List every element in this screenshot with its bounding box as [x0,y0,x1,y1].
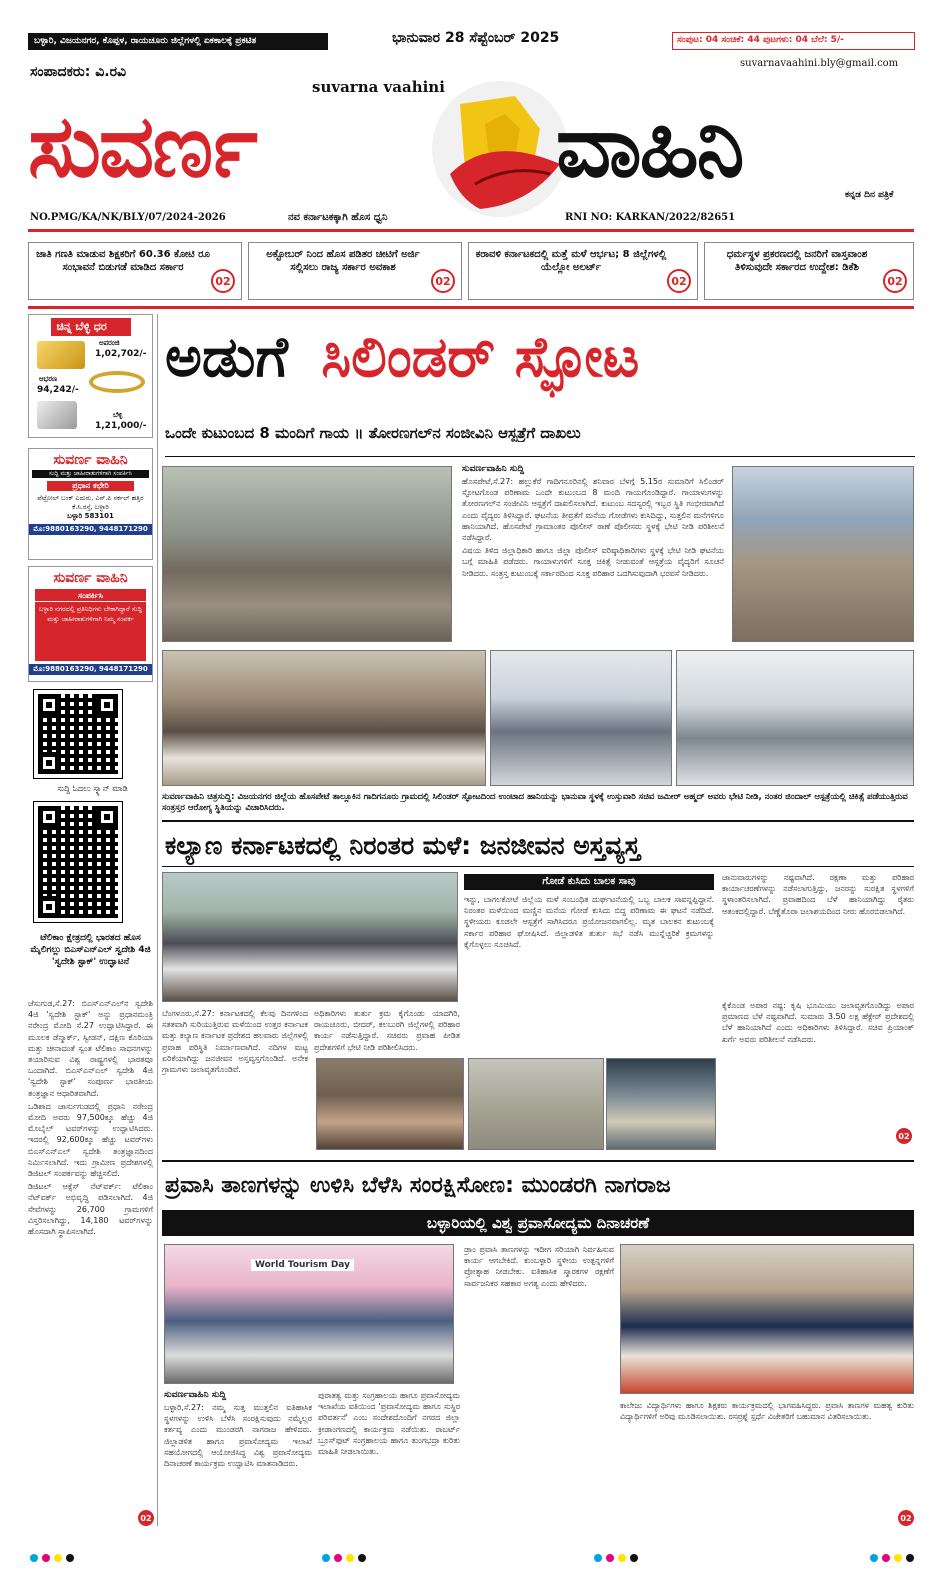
damaged-house-photo [732,466,914,642]
bsnl-paragraph: ಜೆಸುಗುಡ,ಸೆ.27: ಬಿಎಸ್‌ಎನ್‌ಎಲ್‌ನ ಸ್ವದೇಶಿ 4ಜಿ 'ಸ್ವದೇಶಿ ಸ್ಟಾಕ್' ಅನ್ನು ಪ್ರಧಾನಮಂತ್ರಿ ನರೇಂದ್ರ ಮೋದಿ ಸೆ.27 ಉದ್ಘಾಟಿಸಿದ್ದಾರೆ. ಈ ಮೂಲಕ ಡೆನ್ಮಾರ್ಕ್, ಸ್ವೀಡನ್, ದಕ್ಷಿಣ ಕೊರಿಯಾ ಮತ್ತು ಚೀನಾದಂತೆ ಸ್ವಂತ ಟೆಲಿಕಾಂ ಸಾಧನಗಳನ್ನು ತಯಾರಿಸುವ ವಿಶ್ವ ರಾಷ್ಟ್ರಗಳಲ್ಲಿ ಭಾರತವೂ ಒಂದಾಗಿದೆ. ಬಿಎಸ್‌ಎನ್‌ಎಲ್ ಸ್ವದೇಶಿ 4ಜಿ 'ಸ್ವದೇಶಿ ಸ್ಟಾಕ್' ಸಂಪೂರ್ಣ ಭಾರತೀಯ ತಂತ್ರಜ್ಞಾನ ಆಧಾರಿತವಾಗಿದೆ. [28,999,153,1098]
lead-subheadline: ಒಂದೇ ಕುಟುಂಬದ 8 ಮಂದಿಗೆ ಗಾಯ ॥ ತೋರಣಗಲ್‌ನ ಸಂಜೀವಿನಿ ಆಸ್ಪತ್ರೆಗೆ ದಾಖಲು [165,424,581,442]
rain-paragraph: ಇನ್ನು, ಬಾಗಲಕೋಟೆ ಜಿಲ್ಲೆಯ ಮಳೆ ಸಂಬಂಧಿತ ದುರ್ಘಟನೆಯಲ್ಲಿ ಒಬ್ಬ ಬಾಲಕ ಸಾವನ್ನಪ್ಪಿದ್ದಾನೆ. ನಿರಂತರ ಮಳೆಯಿಂದ ಮಣ್ಣಿನ ಮನೆಯ ಗೋಡೆ ಕುಸಿದು ಬಿದ್ದ ಪರಿಣಾಮ ಈ ಘಟನೆ ನಡೆದಿದೆ. ಸ್ಥಳೀಯರು ಕೂಡಲೇ ಆಸ್ಪತ್ರೆಗೆ ಸಾಗಿಸಿದರೂ ಪ್ರಯೋಜನವಾಗಲಿಲ್ಲ. ಮೃತ ಬಾಲಕನ ಕುಟುಂಬಕ್ಕೆ ಸರ್ಕಾರ ಪರಿಹಾರ ಘೋಷಿಸಿದೆ. ಜಿಲ್ಲಾಡಳಿತ ತುರ್ತು ಸಭೆ ನಡೆಸಿ ಮುನ್ನೆಚ್ಚರಿಕೆ ಕ್ರಮಗಳನ್ನು ಕೈಗೊಳ್ಳಲು ಸೂಚಿಸಿದೆ. [464,895,714,949]
rain-body-2 [314,1008,460,1060]
email: suvarnavaahini.bly@gmail.com [740,58,899,69]
tourism-body-2 [318,1390,460,1522]
brief-page-number: 02 [211,269,235,293]
bsnl-article-body [28,998,153,1508]
office-address: ಪೆಟ್ರೋಲ್ ಬಂಕ್ ಎದುರು, ಎಸ್.ಪಿ ಸರ್ಕಲ್ ಹತ್ತಿರ ಕೆ.ಸಿ.ರಸ್ತೆ, ಬಳ್ಳಾರಿ [37,494,144,511]
bsnl-paragraph: ಒಡಿಶಾದ ಜಾರ್ಸುಗುಡದಲ್ಲಿ ಪ್ರಧಾನಿ ನರೇಂದ್ರ ಮೋದಿ ಅವರು 97,500ಕ್ಕೂ ಹೆಚ್ಚು 4ಜಿ ಮೊಬೈಲ್ ಟವರ್‌ಗಳನ್ನು ಉದ್ಘಾಟಿಸಿದರು. ಇದರಲ್ಲಿ 92,600ಕ್ಕೂ ಹೆಚ್ಚು ಟವರ್‌ಗಳು ಬಿಎಸ್‌ಎನ್‌ಎಲ್ ಸ್ವದೇಶಿ ತಂತ್ರಜ್ಞಾನದಿಂದ ನಿರ್ಮಿಸಲಾಗಿದೆ. ಇದು ಗ್ರಾಮೀಣ ಪ್ರದೇಶಗಳಲ್ಲಿ ಡಿಜಿಟಲ್ ಸಂಪರ್ಕವನ್ನು ಹೆಚ್ಚಿಸಲಿದೆ. [28,1101,153,1179]
postal-reg-no: NO.PMG/KA/NK/BLY/07/2024-2026 [30,212,226,223]
silver-label: ಬೆಳ್ಳಿ [113,411,123,419]
office-title: ಪ್ರಧಾನ ಕಛೇರಿ [47,481,134,491]
bsnl-headline: ಟೆಲಿಕಾಂ ಕ್ಷೇತ್ರದಲ್ಲಿ ಭಾರತದ ಹೊಸ ಮೈಲಿಗಲ್ಲು ಬಿಎಸ್‌ಎನ್‌ಎಲ್ ಸ್ವದೇಶಿ 4ಜಿ 'ಸ್ವದೇಶಿ ಸ್ಟಾಕ್' ಉದ್ಘಾಟನೆ [30,933,151,967]
gold-ring-image [89,371,145,393]
qr-code-1[interactable] [34,690,122,778]
rain-subheadline: ಗೋಡೆ ಕುಸಿದು ಬಾಲಕ ಸಾವು [464,874,714,890]
silver-bar-image [37,401,77,429]
rain-body-3 [464,894,714,1054]
contact-box-text: ಬಳ್ಳಾರಿ ನಗರದಲ್ಲಿ ಪ್ರತಿನಿಧಿಗಳು ಬೇಕಾಗಿದ್ದಾರೆ ಸುದ್ದಿ ಮತ್ತು ಜಾಹೀರಾತುಗಳಿಗಾಗಿ ನಿಮ್ಮ ಸಂಪರ್ಕ [38,605,143,623]
edition-line: ಬಳ್ಳಾರಿ, ವಿಜಯನಗರ, ಕೊಪ್ಪಳ, ರಾಯಚೂರು ಜಿಲ್ಲೆಗಳಲ್ಲಿ ಏಕಕಾಲಕ್ಕೆ ಪ್ರಕಟಿತ [28,33,328,50]
qr-code-2[interactable] [34,802,122,922]
rain-paragraph: ಜಾನುವಾರುಗಳನ್ನು ನಷ್ಟವಾಗಿದೆ. ರಕ್ಷಣಾ ಮತ್ತು ಪರಿಹಾರ ಕಾರ್ಯಾಚರಣೆಗಳನ್ನು ನಡೆಸಲಾಗುತ್ತಿದ್ದು, ಜನರನ್ನು ಸುರಕ್ಷಿತ ಸ್ಥಳಗಳಿಗೆ ಸ್ಥಳಾಂತರಿಸಲಾಗಿದೆ. ಪ್ರವಾಹದಿಂದ ಬೆಳೆ ಹಾನಿಯಾಗಿದ್ದು ರೈತರು ಆತಂಕದಲ್ಲಿದ್ದಾರೆ. ಬೆಣ್ಣೆತೊರಾ ಜಲಾಶಯದಿಂದ ನೀರು ಹೊರಬಿಡಲಾಗಿದೆ. [722,873,914,916]
tourism-body-3 [464,1244,614,1522]
editor-name: ಸಂಪಾದಕರು: ವಿ.ರವಿ [30,64,127,80]
office-pin: ಬಳ್ಳಾರಿ 583101 [67,512,114,520]
bsnl-paragraph: ಡಿಜಿಟಲ್ ಆಕ್ಸೆಸ್ ನೆಟ್‌ವರ್ಕ್: ಟೆಲಿಕಾಂ ನೆಟ್‌ವರ್ಕ್ ಅಭಿವೃದ್ಧಿ ಪಡಿಸಲಾಗಿದೆ. 4ಜಿ ಸೇವೆಗಳನ್ನು 26,700 ಗ್ರಾಮಗಳಿಗೆ ವಿಸ್ತರಿಸಲಾಗಿದ್ದು, 14,180 ಟವರ್‌ಗಳನ್ನು ಹೊಸದಾಗಿ ಸ್ಥಾಪಿಸಲಾಗಿದೆ. [28,1182,153,1237]
brief-item[interactable] [704,242,914,300]
lead-paragraph: ಹೊಸಪೇಟೆ,ಸೆ.27: ಹಲ್ಲುಕೆರೆ ಗಾದಿಗನೂರಿನಲ್ಲಿ ಶನಿವಾರ ಬೆಳಗ್ಗೆ 5.15ರ ಸುಮಾರಿಗೆ ಸಿಲಿಂಡರ್ ಸ್ಫೋಟಗೊಂಡ ಪರಿಣಾಮ ಒಂದೇ ಕುಟುಂಬದ 8 ಮಂದಿ ಗಾಯಗೊಂಡಿದ್ದಾರೆ. ಗಾಯಾಳುಗಳನ್ನು ತೋರಣಗಲ್‌ನ ಸಂಜೀವಿನಿ ಆಸ್ಪತ್ರೆಗೆ ದಾಖಲಿಸಲಾಗಿದೆ. ಕುಟುಂಬ ಸದಸ್ಯರಲ್ಲಿ ಇಬ್ಬರ ಸ್ಥಿತಿ ಗಂಭೀರವಾಗಿದೆ ಎಂದು ವೈದ್ಯರು ತಿಳಿಸಿದ್ದಾರೆ. ಘಟನೆಯ ತೀವ್ರತೆಗೆ ಮನೆಯ ಗೋಡೆಗಳು ಕುಸಿದಿದ್ದು, ಸುತ್ತಲಿನ ಮನೆಗಳಿಗೂ ಹಾನಿಯಾಗಿದೆ. ಹೊಸಪೇಟೆ ಗ್ರಾಮಾಂತರ ಪೊಲೀಸ್ ಠಾಣೆ ಪೊಲೀಸರು ಸ್ಥಳಕ್ಕೆ ಭೇಟಿ ನೀಡಿ ಪರಿಶೀಲನೆ ನಡೆಸಿದ್ದಾರೆ. [462,477,724,543]
tourism-body-1 [164,1402,312,1522]
issue-date: ಭಾನುವಾರ 28 ಸೆಪ್ಟೆಂಬರ್ 2025 [392,30,560,46]
gold-price-1: 1,02,702/- [95,349,147,359]
students-audience-photo [620,1244,914,1394]
qr-caption: ಸುದ್ದಿ ಓದಲು ಸ್ಕ್ಯಾನ್ ಮಾಡಿ [57,784,128,793]
rain-body-1 [162,1008,308,1092]
continued-page-marker: 02 [896,1128,912,1144]
lead-source: ಸುವರ್ಣವಾಹಿನಿ ಸುದ್ದಿ [462,464,525,474]
tourism-paragraph: ಕಾಲೇಜು ವಿದ್ಯಾರ್ಥಿಗಳು ಹಾಗೂ ಶಿಕ್ಷಕರು ಕಾರ್ಯಕ್ರಮದಲ್ಲಿ ಭಾಗವಹಿಸಿದ್ದರು. ಪ್ರವಾಸಿ ತಾಣಗಳ ಮಹತ್ವ ಕುರಿತು ವಿದ್ಯಾರ್ಥಿಗಳಿಗೆ ಅರಿವು ಮೂಡಿಸಲಾಯಿತು. ರಸಪ್ರಶ್ನೆ ಸ್ಪರ್ಧೆ ವಿಜೇತರಿಗೆ ಬಹುಮಾನ ವಿತರಿಸಲಾಯಿತು. [620,1401,914,1422]
reporter-ad-box [28,566,153,682]
rain-body-4 [722,872,914,996]
rain-headline [165,826,915,866]
tourism-paragraph: ಡ್ರಾಂ ಪ್ರವಾಸಿ ತಾಣಗಳನ್ನು ಇದೀಗ ಸರಿಯಾಗಿ ನಿರ್ವಹಿಸುವ ಕಾರ್ಯ ಆಗಬೇಕಿದೆ. ಕುಂಬಳ್ಳಾರಿ ಸ್ಥಳೀಯ ಉತ್ಪನ್ನಗಳಿಗೆ ಪ್ರೋತ್ಸಾಹ ನೀಡಬೇಕು. ಐತಿಹಾಸಿಕ ಸ್ಮಾರಕಗಳ ರಕ್ಷಣೆಗೆ ಸಾರ್ವಜನಿಕರ ಸಹಕಾರ ಅಗತ್ಯ ಎಂದು ಹೇಳಿದರು. [464,1245,614,1288]
hospital-photo-1 [490,650,672,786]
brief-text: ಧರ್ಮಸ್ಥಳ ಪ್ರಕರಣದಲ್ಲಿ ಜನರಿಗೆ ವಾಸ್ತವಾಂಶ ತಿಳಿಸುವುದೇ ಸರ್ಕಾರದ ಉದ್ದೇಶ: ಡಿಕೆಶಿ [726,249,868,273]
english-masthead-name: suvarna vaahini [312,78,445,96]
office-ad-box [28,448,153,560]
lead-paragraph: ವಿಷಯ ತಿಳಿದ ಜಿಲ್ಲಾಧಿಕಾರಿ ಹಾಗೂ ಜಿಲ್ಲಾ ಪೊಲೀಸ್ ವರಿಷ್ಠಾಧಿಕಾರಿಗಳು ಸ್ಥಳಕ್ಕೆ ಭೇಟಿ ನೀಡಿ ಘಟನೆಯ ಬಗ್ಗೆ ಮಾಹಿತಿ ಪಡೆದರು. ಗಾಯಾಳುಗಳಿಗೆ ಸೂಕ್ತ ಚಿಕಿತ್ಸೆ ನೀಡುವಂತೆ ಆಸ್ಪತ್ರೆಯ ವೈದ್ಯರಿಗೆ ಸೂಚನೆ ನೀಡಿದರು. ಸಂತ್ರಸ್ತ ಕುಟುಂಬಕ್ಕೆ ಸರ್ಕಾರದಿಂದ ಸೂಕ್ತ ಪರಿಹಾರ ಒದಗಿಸುವುದಾಗಿ ಭರವಸೆ ನೀಡಿದರು. [462,546,724,578]
silver-price: 1,21,000/- [95,421,147,431]
brief-page-number: 02 [667,269,691,293]
event-banner-text: World Tourism Day [251,1259,354,1271]
brief-page-number: 02 [431,269,455,293]
gold-box-title: ಚಿನ್ನ ಬೆಳ್ಳಿ ಧರ [51,318,131,336]
crowd-photo [316,1058,464,1150]
rain-paragraph: ಕೈಕೊಂಡ ಅಪಾರ ನಷ್ಟ: ಕೃಷಿ ಭೂಮಿಯು ಜಲಾವೃತಗೊಂಡಿದ್ದು ಅಪಾರ ಪ್ರಮಾಣದ ಬೆಳೆ ನಷ್ಟವಾಗಿದೆ. ಸುಮಾರು 3.50 ಲಕ್ಷ ಹೆಕ್ಟೇರ್ ಪ್ರದೇಶದಲ್ಲಿ ಬೆಳೆ ಹಾನಿಯಾಗಿದೆ ಎಂದು ಅಧಿಕಾರಿಗಳು ತಿಳಿಸಿದ್ದಾರೆ. ಸಚಿವ ಪ್ರಿಯಾಂಕ್ ಖರ್ಗೆ ಅವರು ಪರಿಶೀಲನೆ ನಡೆಸಿದರು. [722,1001,914,1044]
tourism-banner: ಬಳ್ಳಾರಿಯಲ್ಲಿ ವಿಶ್ವ ಪ್ರವಾಸೋದ್ಯಮ ದಿನಾಚರಣೆ [162,1210,914,1236]
gold-label-1: ಅಪರಂಜಿ [99,339,120,347]
rain-paragraph: ಅಧಿಕಾರಿಗಳು ತುರ್ತು ಕ್ರಮ ಕೈಗೊಂಡು ಯಾದಗಿರಿ, ರಾಯಚೂರು, ಬೀದರ್, ಕಲಬುರಗಿ ಜಿಲ್ಲೆಗಳಲ್ಲಿ ಪರಿಹಾರ ಕಾರ್ಯ ನಡೆಸುತ್ತಿದ್ದಾರೆ. ಸಚಿವರು ಪ್ರವಾಹ ಪೀಡಿತ ಪ್ರದೇಶಗಳಿಗೆ ಭೇಟಿ ನೀಡಿ ಪರಿಶೀಲಿಸಿದರು. [314,1009,460,1052]
tourism-paragraph: ಪುರಾತತ್ವ ಮತ್ತು ಸಂಗ್ರಹಾಲಯ ಹಾಗೂ ಪ್ರವಾಸೋದ್ಯಮ ಇಲಾಖೆಯ ವತಿಯಿಂದ 'ಪ್ರವಾಸೋದ್ಯಮ ಹಾಗೂ ಸುಸ್ಥಿರ ಪರಿವರ್ತನೆ' ಎಂಬ ಸಂದೇಶದೊಂದಿಗೆ ನಗರದ ಜಿಲ್ಲಾ ಕ್ರೀಡಾಂಗಣದಲ್ಲಿ ಕಾರ್ಯಕ್ರಮ ನಡೆಯಿತು. ರಾಬರ್ಟ್ ಬ್ರೂಸ್‌ಫುಟ್ ಸಂಗ್ರಹಾಲಯ ಹಾಗೂ ತುಂಗಭದ್ರಾ ಕುರಿತು ಮಾಹಿತಿ ನೀಡಲಾಯಿತು. [318,1391,460,1457]
brief-page-number: 02 [883,269,907,293]
brief-text: ಕರಾವಳಿ ಕರ್ನಾಟಕದಲ್ಲಿ ಮತ್ತೆ ಮಳೆ ಆರ್ಭಟ; 8 ಜಿಲ್ಲೆಗಳಲ್ಲಿ ಯೆಲ್ಲೋ ಅಲರ್ಟ್ [475,249,667,273]
tourism-paragraph: ಬಳ್ಳಾರಿ,ಸೆ.27: ನಮ್ಮ ಸುತ್ತ ಮುತ್ತಲಿನ ಐತಿಹಾಸಿಕ ಸ್ಥಳಗಳನ್ನು ಉಳಿಸಿ ಬೆಳೆಸಿ ಸಂರಕ್ಷಿಸುವುದು ನಮ್ಮೆಲ್ಲರ ಕರ್ತವ್ಯ ಎಂದು ಮುಂಡರಗಿ ನಾಗರಾಜ ಹೇಳಿದರು. ಜಿಲ್ಲಾಡಳಿತ ಹಾಗೂ ಪ್ರವಾಸೋದ್ಯಮ ಇಲಾಖೆ ಸಹಯೋಗದಲ್ಲಿ ಆಯೋಜಿಸಿದ್ದ ವಿಶ್ವ ಪ್ರವಾಸೋದ್ಯಮ ದಿನಾಚರಣೆ ಕಾರ್ಯಕ್ರಮ ಉದ್ಘಾಟಿಸಿ ಮಾತನಾಡಿದರು. [164,1403,312,1469]
ad-brand: ಸುವರ್ಣ ವಾಹಿನಿ [53,452,128,468]
issue-info: ಸಂಪುಟ: 04 ಸಂಚಿಕೆ: 44 ಪುಟಗಳು: 04 ಬೆಲೆ: 5/- [672,32,915,50]
ad-brand: ಸುವರ್ಣ ವಾಹಿನಿ [53,570,128,586]
brief-text: ಅಕ್ಟೋಬರ್ ನಿಂದ ಹೊಸ ಪಡಿತರ ಚೀಟಿಗೆ ಅರ್ಜಿ ಸಲ್ಲಿಸಲು ರಾಜ್ಯ ಸರ್ಕಾರ ಅವಕಾಶ [266,249,420,273]
ad-subtitle: ಸುದ್ದಿ ಮತ್ತು ಜಾಹೀರಾತುಗಳಿಗಾಗಿ ಸಂಪರ್ಕಿಸಿ [32,470,149,478]
rain-body-5 [722,1000,914,1148]
brief-text: ಜಾತಿ ಗಣತಿ ಮಾಡುವ ಶಿಕ್ಷಕರಿಗೆ 60.36 ಕೋಟಿ ರೂ ಸಂಭಾವನೆ ಬಿಡುಗಡೆ ಮಾಡಿದ ಸರ್ಕಾರ [36,249,210,273]
tourism-day-event-photo [164,1244,454,1384]
minister-visit-photo [162,650,486,786]
contact-phone: ಮೊ:9880163290, 9448171290 [29,664,152,675]
lead-photo-caption: ಸುವರ್ಣವಾಹಿನಿ ಚಿತ್ರಸುದ್ದಿ: ವಿಜಯನಗರ ಜಿಲ್ಲೆಯ ಹೊಸಪೇಟೆ ತಾಲ್ಲೂಕಿನ ಗಾದಿಗನೂರು ಗ್ರಾಮದಲ್ಲಿ ಸಿಲಿಂಡರ್ ಸ್ಫೋಟದಿಂದ ಉಂಟಾದ ಹಾನಿಯನ್ನು ಭಾನುವಾ ಸ್ಥಳಕ್ಕೆ ಉಸ್ತುವಾರಿ ಸಚಿವ ಜಮೀರ್ ಅಹ್ಮದ್ ಅವರು ಭೇಟಿ ನೀಡಿ, ನಂತರ ಜಿಂದಾಲ್ ಆಸ್ಪತ್ರೆಯಲ್ಲಿ ಚಿಕಿತ್ಸೆ ಪಡೆಯುತ್ತಿರುವ ಸಂತ್ರಸ್ತರ ಆರೋಗ್ಯ ಸ್ಥಿತಿಯನ್ನು ವಿಚಾರಿಸಿದರು. [162,792,908,813]
continued-page-marker: 02 [138,1510,154,1526]
lead-headline [165,318,639,398]
officials-photo [606,1058,716,1150]
lead-body [462,476,724,644]
hospital-photo-2 [676,650,914,786]
collapsed-house-photo [162,466,452,642]
rain-paragraph: ಬೆಂಗಳೂರು,ಸೆ.27: ಕರ್ನಾಟಕದಲ್ಲಿ ಕೆಲವು ದಿನಗಳಿಂದ ಸತತವಾಗಿ ಸುರಿಯುತ್ತಿರುವ ಮಳೆಯಿಂದ ಉತ್ತರ ಕರ್ನಾಟಕ ಮತ್ತು ಕಲ್ಯಾಣ ಕರ್ನಾಟಕ ಪ್ರದೇಶದ ಹಲವಾರು ಜಿಲ್ಲೆಗಳಲ್ಲಿ ಪ್ರವಾಹ ಪರಿಸ್ಥಿತಿ ನಿರ್ಮಾಣವಾಗಿದೆ. ನದಿಗಳ ಮಟ್ಟ ಏರಿಕೆಯಾಗಿದ್ದು ಜನಜೀವನ ಅಸ್ತವ್ಯಸ್ತಗೊಂಡಿದೆ. ಅನೇಕ ಗ್ರಾಮಗಳು ಜಲಾವೃತಗೊಂಡಿವೆ. [162,1009,308,1075]
brief-item[interactable] [468,242,698,300]
gold-price-2: 94,242/- [37,385,79,395]
gold-bar-image [37,341,85,369]
paper-type: ಕನ್ನಡ ದಿನ ಪತ್ರಿಕೆ [845,190,894,200]
lead-headline-red: ಸಿಲಿಂಡರ್ ಸ್ಫೋಟ [321,325,640,390]
rain-inspection-photo [162,872,458,1002]
rain-headline-text: ಕಲ್ಯಾಣ ಕರ್ನಾಟಕದಲ್ಲಿ ನಿರಂತರ ಮಳೆ: ಜನಜೀವನ ಅಸ್ತವ್ಯಸ್ತ [165,831,640,860]
rni-number: RNI NO: KARKAN/2022/82651 [565,212,736,223]
lead-headline-black: ಅಡುಗೆ [165,325,288,390]
brief-item[interactable] [248,242,462,300]
tourism-source: ಸುವರ್ಣವಾಹಿನಿ ಸುದ್ದಿ [164,1390,227,1400]
brief-item[interactable] [28,242,242,300]
masthead-title-left: ಸುವರ್ಣ [28,97,256,197]
flood-aerial-photo [468,1058,604,1150]
tourism-body-4 [620,1400,914,1522]
masthead-title-right: ವಾಹಿನಿ [556,97,743,197]
continued-page-marker: 02 [898,1510,914,1526]
office-phone: ಮೊ:9880163290, 9448171290 [29,524,152,535]
contact-box-title: ಸಂಪರ್ಕಿಸಿ [35,591,146,602]
gold-label-2: ಆಭರಣ [39,375,58,383]
gold-price-box [28,314,153,438]
tagline: ನವ ಕರ್ನಾಟಕಕ್ಕಾಗಿ ಹೊಸ ಧ್ವನಿ [288,212,388,223]
tourism-headline: ಪ್ರವಾಸಿ ತಾಣಗಳನ್ನು ಉಳಿಸಿ ಬೆಳೆಸಿ ಸಂರಕ್ಷಿಸೋಣ: ಮುಂಡರಗಿ ನಾಗರಾಜ [165,1173,671,1198]
